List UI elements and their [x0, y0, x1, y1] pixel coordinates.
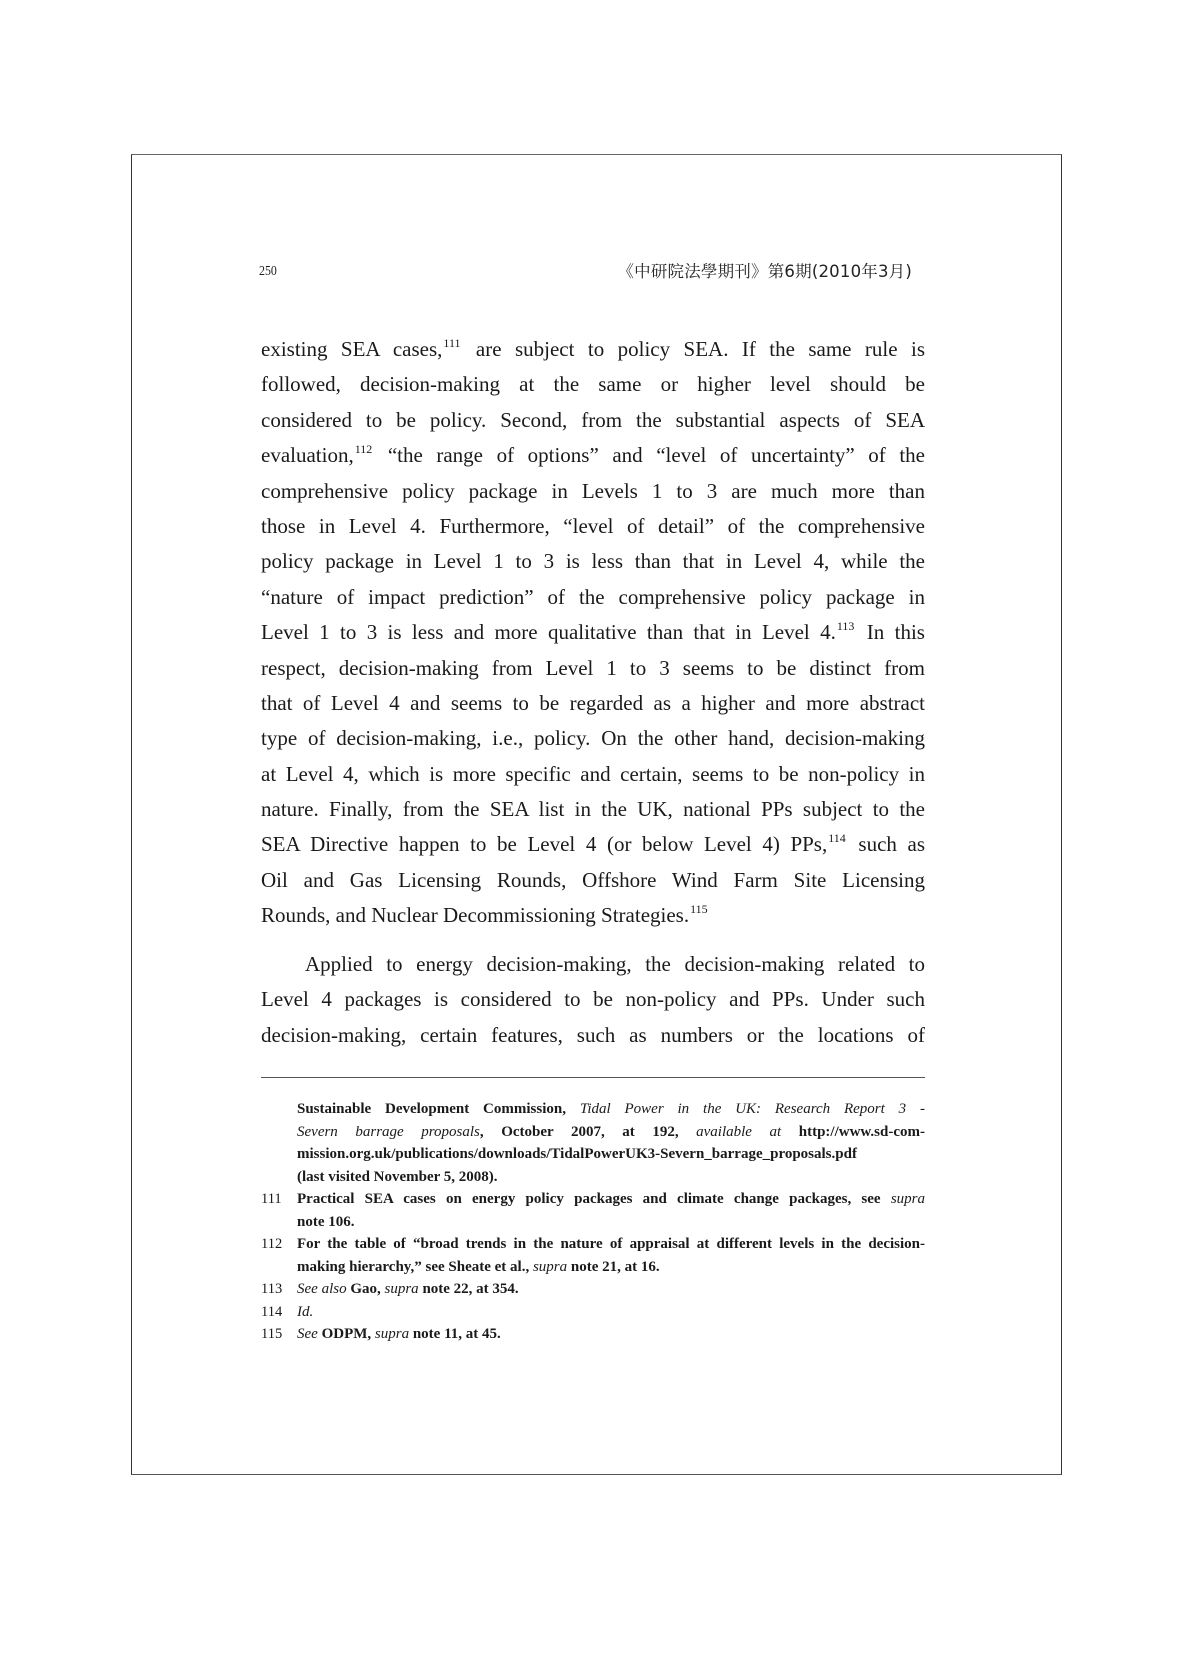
- body-line: [261, 651, 925, 686]
- body-text-segment: nature. Finally, from the SEA list in the UK, national PPs subject to the: [261, 797, 925, 822]
- body-line: [261, 332, 925, 367]
- body-line: [261, 580, 925, 615]
- footnote-text: note 22, at 354.: [418, 1281, 519, 1297]
- footnote-separator: [261, 1077, 925, 1078]
- footnote-text: For the table of “broad trends in the nature of appraisal at different levels in the decision-: [297, 1236, 925, 1252]
- body-line: [261, 474, 925, 509]
- body-line: Applied to energy decision-making, the decision-making related to: [305, 952, 925, 976]
- footnote-italic-signal: available at: [696, 1123, 782, 1140]
- body-paragraph-1: [261, 332, 925, 934]
- body-text-segment: existing SEA cases,: [261, 337, 443, 361]
- footnote-italic-signal: supra: [384, 1281, 419, 1297]
- footnote-text: ODPM,: [317, 1326, 375, 1342]
- footnote-reference: 115: [690, 902, 708, 917]
- footnote-text: (last visited November 5, 2008).: [297, 1168, 498, 1185]
- footnote-114: [261, 1301, 925, 1324]
- body-line: [261, 509, 925, 544]
- body-line: [261, 367, 925, 402]
- footnote-text: note 11, at 45.: [409, 1326, 501, 1342]
- body-text-segment: those in Level 4. Furthermore, “level of detail” of the comprehensive: [261, 513, 925, 538]
- footnote-113: [261, 1278, 925, 1301]
- footnote-italic-signal: supra: [532, 1258, 568, 1275]
- body-text-segment: SEA Directive happen to be Level 4 (or below Level 4) PPs,: [261, 832, 828, 857]
- footnote-112: [261, 1233, 925, 1256]
- body-paragraph-2: [261, 947, 925, 1053]
- footnote-number: 115: [261, 1326, 283, 1342]
- footnote-number: 112: [261, 1236, 283, 1252]
- body-line: Level 4 packages is considered to be non-policy and PPs. Under such: [261, 987, 925, 1012]
- footnote-italic-signal: See also: [297, 1281, 347, 1297]
- footnote-reference: 112: [354, 442, 373, 457]
- body-text-segment: considered to be policy. Second, from the substantial aspects of SEA: [261, 407, 925, 432]
- body-line: decision-making, certain features, such as numbers or the locations of: [261, 1022, 925, 1047]
- footnote-text: Sustainable Development Commission,: [297, 1101, 580, 1117]
- body-text-segment: followed, decision-making at the same or higher level should be: [261, 372, 925, 397]
- footnote-reference: 114: [828, 831, 846, 846]
- footnote-italic-title: Tidal Power in the UK: Research Report 3 -: [579, 1101, 925, 1117]
- footnote-115: [261, 1323, 925, 1346]
- page-number: 250: [259, 264, 277, 279]
- body-line: [261, 544, 925, 579]
- body-line: [261, 403, 925, 438]
- footnote-text: note 21, at 16.: [567, 1258, 660, 1275]
- body-text-segment: at Level 4, which is more specific and certain, seems to be non-policy in: [261, 761, 925, 786]
- body-line: [261, 721, 925, 756]
- body-text-segment: Rounds, and Nuclear Decommissioning Strategies.: [261, 903, 690, 928]
- body-text-segment: such as: [847, 832, 925, 857]
- footnote-url-part: http://www.sd-com-: [781, 1123, 925, 1140]
- footnote-continued-line: [261, 1098, 925, 1121]
- body-text-segment: Level 1 to 3 is less and more qualitative than that in Level 4.: [261, 620, 836, 645]
- footnote-continued-line: [261, 1121, 925, 1144]
- body-line: [261, 438, 925, 473]
- footnote-italic-signal: See: [297, 1326, 318, 1342]
- body-line: [261, 827, 925, 862]
- footnote-number: 114: [261, 1303, 283, 1320]
- body-line: [261, 757, 925, 792]
- body-line: [261, 863, 925, 898]
- footnote-text: Gao,: [346, 1281, 385, 1297]
- footnote-url-part: mission.org.uk/publications/downloads/TidalPowerUK3-Severn_barrage_proposals.pdf: [297, 1146, 857, 1162]
- body-line: [261, 615, 925, 650]
- body-text-segment: evaluation,: [261, 443, 354, 468]
- footnote-reference: 113: [836, 619, 855, 634]
- footnote-reference: 111: [443, 336, 461, 350]
- body-text-segment: Oil and Gas Licensing Rounds, Offshore Wind Farm Site Licensing: [261, 867, 925, 892]
- body-text-segment: that of Level 4 and seems to be regarded as a higher and more abstract: [261, 690, 925, 715]
- footnotes: [261, 1098, 925, 1346]
- body-line: [261, 898, 925, 933]
- body-text-segment: comprehensive policy package in Levels 1 to 3 are much more than: [261, 478, 925, 503]
- journal-running-head: 《中研院法學期刊》第6期(2010年3月): [617, 262, 912, 281]
- body-text-segment: policy package in Level 1 to 3 is less than that in Level 4, while the: [261, 549, 925, 574]
- body-line: [261, 686, 925, 721]
- footnote-number: 113: [261, 1281, 283, 1297]
- footnote-italic-signal: supra: [890, 1191, 925, 1207]
- footnote-continued-line: [261, 1166, 925, 1189]
- body-text-segment: respect, decision-making from Level 1 to 3 seems to be distinct from: [261, 655, 925, 680]
- footnote-italic-signal: Id.: [297, 1303, 314, 1320]
- footnote-number: 111: [261, 1191, 282, 1207]
- footnote-continued-line: [261, 1143, 925, 1166]
- footnote-111: [261, 1188, 925, 1211]
- footnote-text: Practical SEA cases on energy policy packages and climate change packages, see: [297, 1191, 891, 1207]
- footnote-111-cont: [261, 1211, 925, 1234]
- body-text-segment: “the range of options” and “level of uncertainty” of the: [374, 443, 925, 468]
- body-line: [261, 792, 925, 827]
- body-text-segment: In this: [856, 620, 925, 645]
- footnote-text: making hierarchy,” see Sheate et al.,: [297, 1258, 533, 1275]
- body-text-segment: type of decision-making, i.e., policy. On the other hand, decision-making: [261, 726, 925, 751]
- footnote-text: , October 2007, at 192,: [479, 1123, 697, 1140]
- footnote-text: note 106.: [297, 1213, 355, 1230]
- body-text-segment: “nature of impact prediction” of the comprehensive policy package in: [261, 584, 925, 609]
- footnote-112-cont: [261, 1256, 925, 1279]
- body-text-segment: are subject to policy SEA. If the same rule is: [462, 337, 925, 361]
- footnote-italic-signal: supra: [374, 1326, 410, 1342]
- footnote-italic-title: Severn barrage proposals: [297, 1123, 480, 1140]
